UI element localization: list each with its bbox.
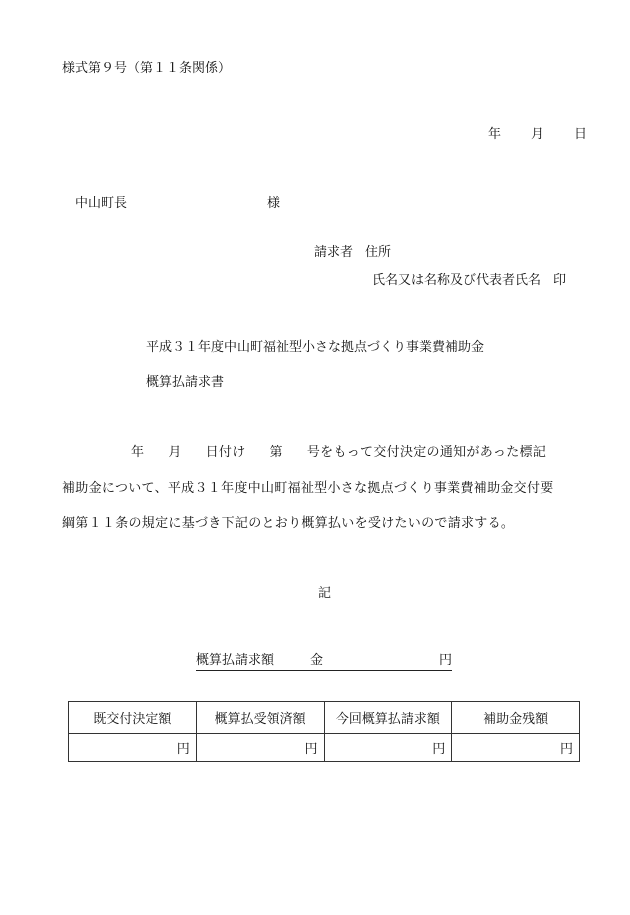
seal-mark: 印 xyxy=(553,273,567,288)
date-day-label: 日 xyxy=(574,127,588,142)
body-text-line-3: 綱第１１条の規定に基づき下記のとおり概算払いを受けたいので請求する。 xyxy=(62,516,515,531)
addressee-honorific: 様 xyxy=(267,196,281,211)
requester-address-label: 住所 xyxy=(365,245,392,260)
header-current-request: 今回概算払請求額 xyxy=(324,702,452,734)
table-row xyxy=(69,734,580,762)
cell-received-amount: 円 xyxy=(196,734,324,762)
requester-name-line xyxy=(372,274,566,287)
header-granted-amount: 既交付決定額 xyxy=(69,702,197,734)
cell-remaining-amount: 円 xyxy=(452,734,580,762)
request-amount-kin: 金 xyxy=(310,653,324,668)
form-number: 様式第９号（第１１条関係） xyxy=(62,61,232,76)
body-month: 月 xyxy=(168,445,182,460)
ki-heading: 記 xyxy=(318,586,332,601)
header-received-amount: 概算払受領済額 xyxy=(196,702,324,734)
body-text-line-2: 補助金について、平成３１年度中山町福祉型小さな拠点づくり事業費補助金交付要 xyxy=(62,481,554,496)
date-line xyxy=(488,128,587,141)
header-remaining-amount: 補助金残額 xyxy=(452,702,580,734)
cell-current-request: 円 xyxy=(324,734,452,762)
addressee xyxy=(75,197,280,210)
request-amount-label: 概算払請求額 xyxy=(196,653,275,668)
request-amount-yen: 円 xyxy=(438,653,452,668)
date-month-label: 月 xyxy=(531,127,545,142)
addressee-name: 中山町長 xyxy=(75,196,128,211)
table-header-row xyxy=(69,702,580,734)
body-text-rest: 号をもって交付決定の通知があった標記 xyxy=(306,445,547,460)
requester-name-label: 氏名又は名称及び代表者氏名 xyxy=(372,273,542,288)
amount-summary-table xyxy=(68,701,580,762)
document-title-subsidy: 平成３１年度中山町福祉型小さな拠点づくり事業費補助金 xyxy=(146,340,485,355)
body-text-line-1 xyxy=(131,446,546,459)
document-title: 概算払請求書 xyxy=(146,375,225,390)
requester-label: 請求者 xyxy=(314,245,354,260)
body-year: 年 xyxy=(131,445,145,460)
date-year-label: 年 xyxy=(488,127,502,142)
cell-granted-amount: 円 xyxy=(69,734,197,762)
body-number-prefix: 第 xyxy=(269,445,283,460)
body-day: 日付け xyxy=(205,445,246,460)
requester-address-line xyxy=(314,246,391,259)
request-amount-line xyxy=(196,654,452,671)
